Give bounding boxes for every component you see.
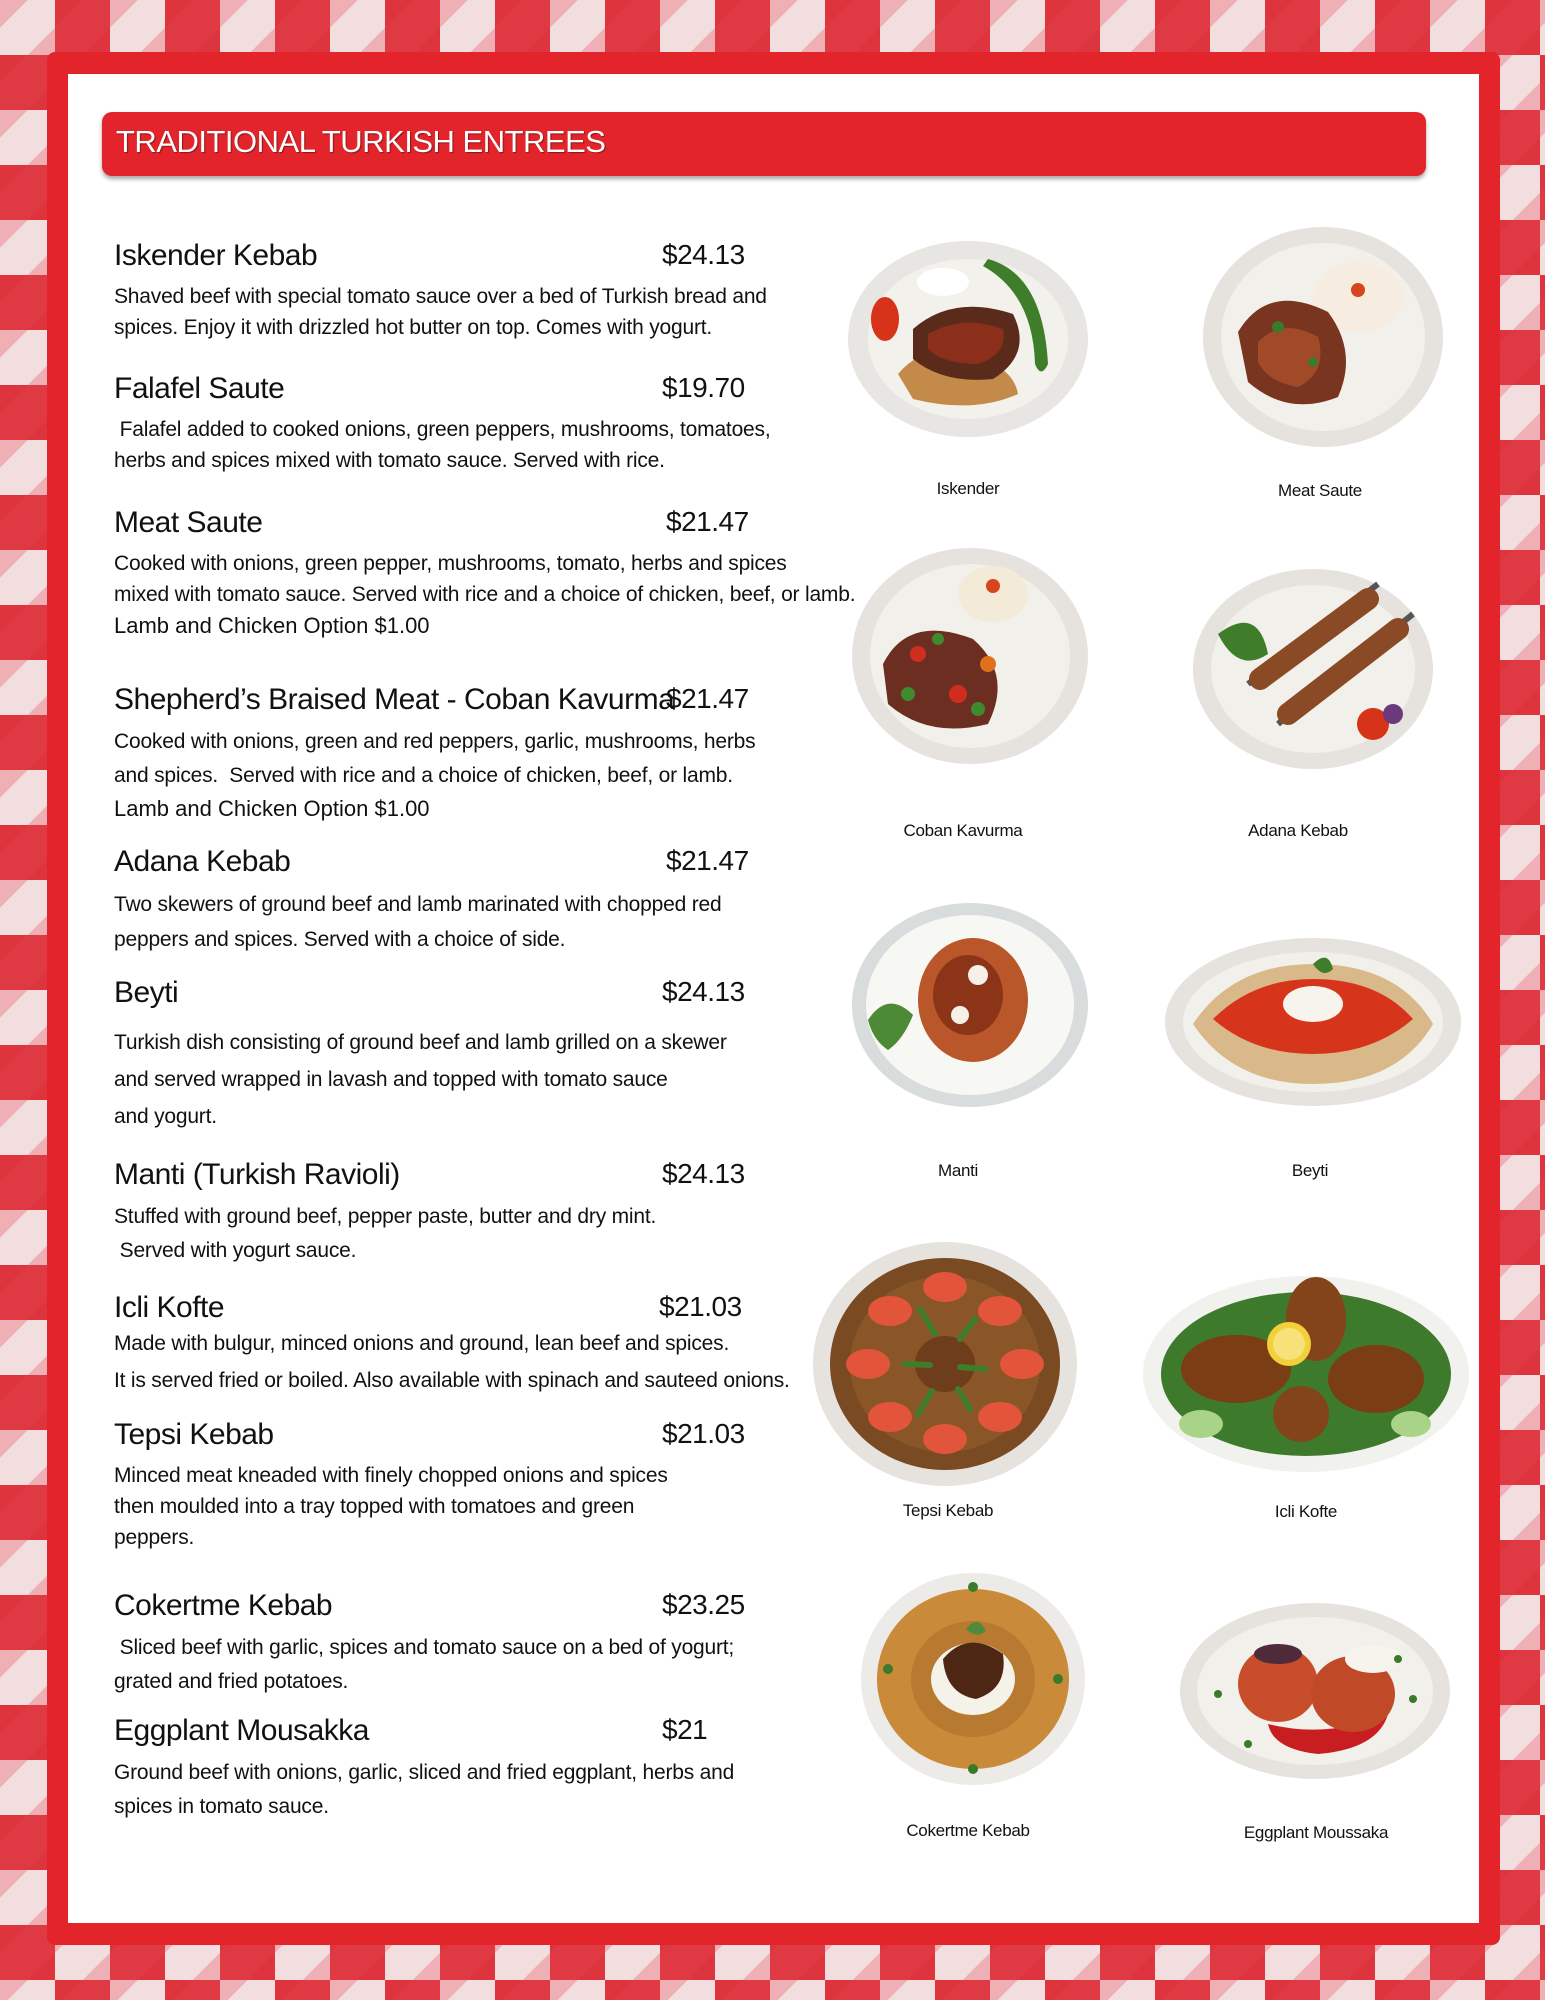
- photo-manti: [848, 900, 1093, 1110]
- item-option: Lamb and Chicken Option $1.00: [114, 796, 430, 821]
- item-description: [114, 1756, 874, 1824]
- menu-item-eggplant-mousakka: [114, 1714, 954, 1824]
- description-line: Falafel added to cooked onions, green peppers, mushrooms, tomatoes,: [114, 418, 771, 441]
- photo-beyti: [1163, 934, 1463, 1109]
- photo-caption: Coban Kavurma: [903, 821, 1023, 840]
- description-line: herbs and spices mixed with tomato sauce. Served with rice.: [114, 449, 665, 472]
- item-name: Iskender Kebab: [114, 239, 318, 272]
- iskender-plate-image: [843, 214, 1093, 444]
- meat-saute-plate-image: [1198, 222, 1448, 452]
- menu-item-beyti: [114, 976, 954, 1135]
- photo-icli-kofte: [1141, 1274, 1471, 1474]
- description-line: Cooked with onions, green pepper, mushrooms, tomato, herbs and spices: [114, 552, 787, 575]
- item-name: Icli Kofte: [114, 1291, 225, 1324]
- description-line: peppers and spices. Served with a choice of side.: [114, 928, 566, 951]
- description-line: then moulded into a tray topped with tomatoes and green: [114, 1495, 635, 1518]
- description-line: spices in tomato sauce.: [114, 1795, 329, 1818]
- photo-caption: Cokertme Kebab: [906, 1821, 1030, 1840]
- eggplant-moussaka-plate-image: [1178, 1599, 1453, 1784]
- menu-item-cokertme-kebab: [114, 1589, 954, 1699]
- photo-tepsi-kebab: [810, 1239, 1080, 1489]
- photo-caption: Eggplant Moussaka: [1243, 1823, 1389, 1842]
- item-description: [114, 281, 874, 343]
- section-title: TRADITIONAL TURKISH ENTREES: [116, 124, 606, 159]
- description-line: Sliced beef with garlic, spices and tomato sauce on a bed of yogurt;: [114, 1636, 735, 1659]
- photo-caption: Adana Kebab: [1248, 821, 1348, 840]
- photo-caption: Tepsi Kebab: [902, 1501, 994, 1520]
- item-price: $24.13: [662, 239, 745, 270]
- description-line: Turkish dish consisting of ground beef and lamb grilled on a skewer: [114, 1031, 727, 1054]
- description-line: Cooked with onions, green and red peppers, garlic, mushrooms, herbs: [114, 730, 756, 753]
- item-name: Cokertme Kebab: [114, 1589, 333, 1622]
- menu-item-falafel-saute: [114, 372, 954, 476]
- item-name: Shepherd’s Braised Meat - Coban Kavurma: [114, 683, 675, 716]
- item-price: $21.47: [666, 683, 749, 714]
- item-price: $21.03: [659, 1291, 742, 1322]
- description-line: Served with yogurt sauce.: [114, 1239, 357, 1262]
- description-line: spices. Enjoy it with drizzled hot butter on top. Comes with yogurt.: [114, 316, 713, 339]
- item-name: Manti (Turkish Ravioli): [114, 1158, 400, 1191]
- item-description: [114, 1460, 874, 1553]
- beyti-plate-image: [1163, 934, 1463, 1109]
- description-line: grated and fried potatoes.: [114, 1670, 349, 1693]
- item-description: [114, 1024, 874, 1135]
- photo-adana-kebab: [1188, 544, 1448, 774]
- item-name: Meat Saute: [114, 506, 263, 539]
- description-line: It is served fried or boiled. Also available with spinach and sauteed onions.: [114, 1369, 790, 1392]
- item-price: $21.47: [666, 845, 749, 876]
- description-line: Minced meat kneaded with finely chopped onions and spices: [114, 1464, 668, 1487]
- menu-item-iskender-kebab: [114, 239, 954, 343]
- icli-kofte-plate-image: [1141, 1274, 1471, 1474]
- item-price: $21.03: [662, 1418, 745, 1449]
- photo-caption: Beyti: [1291, 1161, 1329, 1180]
- menu-item-meat-saute: [114, 506, 954, 642]
- item-name: Adana Kebab: [114, 845, 291, 878]
- item-description: [114, 548, 914, 610]
- item-name: Eggplant Mousakka: [114, 1714, 369, 1747]
- section-header-bar: [102, 112, 1426, 176]
- item-price: $24.13: [662, 976, 745, 1007]
- item-price: $21.47: [666, 506, 749, 537]
- item-price: $23.25: [662, 1589, 745, 1620]
- photo-caption: Manti: [937, 1161, 979, 1180]
- item-description: [114, 1200, 874, 1268]
- photo-eggplant-moussaka: [1178, 1599, 1453, 1784]
- coban-kavurma-plate-image: [848, 544, 1093, 769]
- item-description: [114, 725, 874, 793]
- description-line: and served wrapped in lavash and topped with tomato sauce: [114, 1068, 668, 1091]
- menu-item-adana-kebab: [114, 845, 954, 957]
- description-line: Shaved beef with special tomato sauce over a bed of Turkish bread and: [114, 285, 767, 308]
- photo-cokertme-kebab: [858, 1569, 1088, 1789]
- photo-caption: Icli Kofte: [1274, 1502, 1338, 1521]
- item-name: Falafel Saute: [114, 372, 285, 405]
- photo-caption: Meat Saute: [1278, 481, 1362, 500]
- description-line: peppers.: [114, 1526, 195, 1549]
- description-line: mixed with tomato sauce. Served with rice and a choice of chicken, beef, or lamb.: [114, 583, 856, 606]
- item-description: [114, 1325, 914, 1399]
- menu-item-coban-kavurma: [114, 683, 954, 825]
- item-description: [114, 414, 874, 476]
- item-price: $24.13: [662, 1158, 745, 1189]
- item-description: [114, 887, 874, 957]
- item-option: Lamb and Chicken Option $1.00: [114, 613, 430, 638]
- tepsi-kebab-plate-image: [810, 1239, 1080, 1489]
- cokertme-kebab-plate-image: [858, 1569, 1088, 1789]
- manti-plate-image: [848, 900, 1093, 1110]
- photo-meat-saute: [1198, 222, 1448, 452]
- item-price: $19.70: [662, 372, 745, 403]
- item-price: $21: [662, 1714, 708, 1745]
- photo-caption: Iskender: [936, 479, 1000, 498]
- description-line: Ground beef with onions, garlic, sliced and fried eggplant, herbs and: [114, 1761, 735, 1784]
- item-description: [114, 1631, 874, 1699]
- adana-kebab-plate-image: [1188, 544, 1448, 774]
- description-line: Stuffed with ground beef, pepper paste, butter and dry mint.: [114, 1205, 657, 1228]
- description-line: and yogurt.: [114, 1105, 217, 1128]
- description-line: Made with bulgur, minced onions and ground, lean beef and spices.: [114, 1332, 730, 1355]
- photo-coban-kavurma: [848, 544, 1093, 769]
- item-name: Beyti: [114, 976, 179, 1009]
- description-line: Two skewers of ground beef and lamb marinated with chopped red: [114, 893, 722, 916]
- description-line: and spices. Served with rice and a choice of chicken, beef, or lamb.: [114, 764, 733, 787]
- menu-sheet: [68, 74, 1479, 1923]
- photo-iskender: [843, 214, 1093, 444]
- item-name: Tepsi Kebab: [114, 1418, 274, 1451]
